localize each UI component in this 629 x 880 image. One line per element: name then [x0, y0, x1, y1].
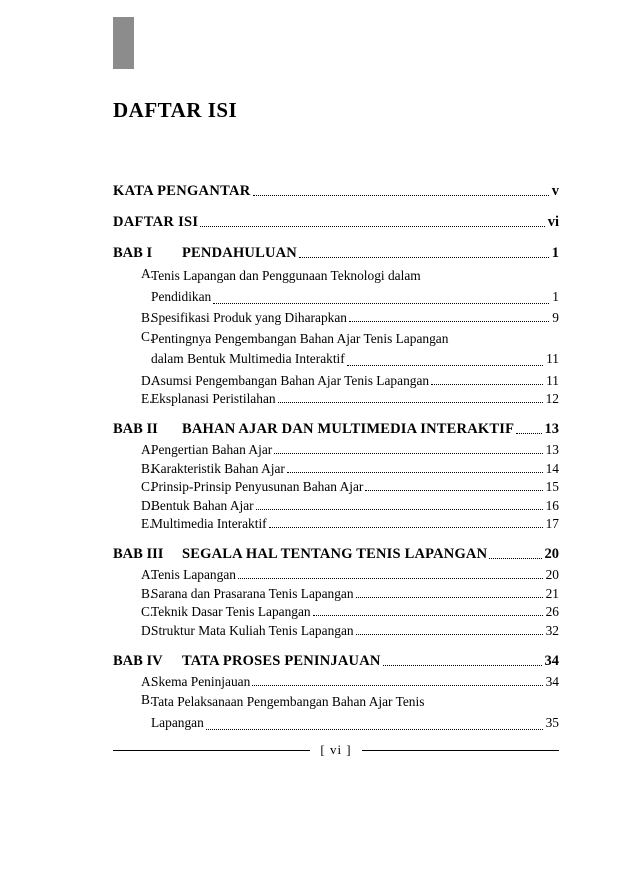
toc-subentry-label: Lapangan	[151, 714, 204, 730]
toc-subentry-label: Prinsip-Prinsip Penyusunan Bahan Ajar	[151, 479, 364, 495]
toc-subentry-letter: B.	[141, 460, 154, 476]
toc-chapter-title: BAHAN AJAR DAN MULTIMEDIA INTERAKTIF	[182, 421, 515, 438]
toc-subentry-label: Tenis Lapangan	[151, 567, 236, 583]
toc-subentry[interactable]	[113, 516, 559, 532]
toc-subentry[interactable]	[113, 310, 559, 326]
toc-subentry-letter: B.	[141, 692, 154, 708]
toc-subentry-letter: D.	[141, 497, 155, 513]
toc-chapter-bab-3[interactable]	[113, 546, 559, 563]
toc-subentry-page: 13	[545, 442, 559, 458]
dot-leader	[287, 471, 543, 473]
toc-subentry[interactable]	[113, 692, 559, 734]
toc-entry-label: KATA PENGANTAR	[113, 183, 251, 199]
dot-leader	[278, 401, 543, 403]
toc-entry-label: DAFTAR ISI	[113, 214, 199, 230]
footer-rule-right	[362, 750, 559, 751]
toc-subentry-line1: Pentingnya Pengembangan Bahan Ajar Tenis Lapangan	[151, 330, 449, 346]
toc-chapter-group	[113, 421, 559, 532]
toc-subentry-body	[151, 692, 559, 734]
toc-subentry-letter: D.	[141, 372, 155, 388]
dot-leader	[347, 364, 543, 366]
toc-subentry-line2	[151, 713, 559, 734]
toc-subentry-page: 26	[545, 604, 559, 620]
dot-leader	[200, 225, 544, 227]
toc-subentry-letter: A.	[141, 673, 155, 689]
toc-subentry[interactable]	[113, 674, 559, 690]
dot-leader	[252, 684, 542, 686]
toc-subentry[interactable]	[113, 623, 559, 639]
dot-leader	[274, 452, 542, 454]
dot-leader	[269, 526, 543, 528]
toc-subentry[interactable]	[113, 498, 559, 514]
dot-leader	[365, 489, 542, 491]
decorative-corner-mark	[113, 17, 134, 69]
toc-subentry-letter: E.	[141, 516, 153, 532]
dot-leader	[313, 614, 543, 616]
toc-chapter-title: SEGALA HAL TENTANG TENIS LAPANGAN	[182, 546, 488, 563]
toc-subentry-label: Eksplanasi Peristilahan	[151, 391, 276, 407]
toc-chapter-page: 13	[544, 421, 559, 438]
toc-chapter-page: 34	[544, 652, 559, 669]
toc-subentry[interactable]	[113, 329, 559, 371]
toc-subentry[interactable]	[113, 604, 559, 620]
toc-chapter-group	[113, 546, 559, 639]
toc-subentry-body	[151, 329, 559, 371]
toc-subentry-page: 9	[552, 310, 559, 326]
dot-leader	[299, 256, 549, 258]
toc-chapter-number: BAB III	[113, 546, 164, 563]
dot-leader	[256, 508, 543, 510]
toc-subentry-label: Skema Peninjauan	[151, 673, 251, 689]
toc-subentry[interactable]	[113, 586, 559, 602]
toc-subentry-letter: C.	[141, 604, 154, 620]
toc-subentry[interactable]	[113, 461, 559, 477]
page-footer	[113, 742, 559, 758]
toc-chapter-page: 20	[544, 546, 559, 563]
toc-subentry-page: 11	[546, 351, 559, 367]
toc-subentry-page: 15	[545, 479, 559, 495]
footer-rule-left	[113, 750, 310, 751]
toc-subentry-page: 34	[545, 673, 559, 689]
toc-subentry[interactable]	[113, 391, 559, 407]
toc-subentry-body	[151, 266, 559, 308]
toc-chapter-number: BAB IV	[113, 652, 163, 669]
toc-subentry-page: 1	[552, 288, 559, 304]
toc-chapter-bab-1[interactable]	[113, 245, 559, 262]
dot-leader	[206, 728, 543, 730]
toc-subentry-label: Sarana dan Prasarana Tenis Lapangan	[151, 585, 354, 601]
toc-subentry-label: Teknik Dasar Tenis Lapangan	[151, 604, 311, 620]
toc-chapter-bab-4[interactable]	[113, 653, 559, 670]
toc-subentry-page: 14	[545, 460, 559, 476]
toc-subentry-label: Karakteristik Bahan Ajar	[151, 460, 285, 476]
toc-entry-daftar-isi[interactable]	[113, 214, 559, 231]
table-of-contents	[113, 183, 559, 736]
toc-subentry-page: 32	[545, 622, 559, 638]
toc-chapter-number: BAB I	[113, 245, 153, 261]
toc-subentry-label: dalam Bentuk Multimedia Interaktif	[151, 351, 345, 367]
toc-chapter-page: 1	[551, 245, 559, 261]
footer-page-number: [ vi ]	[320, 742, 352, 757]
toc-chapter-bab-2[interactable]	[113, 421, 559, 438]
dot-leader	[349, 320, 549, 322]
toc-subentry-label: Struktur Mata Kuliah Tenis Lapangan	[151, 622, 354, 638]
toc-chapter-group	[113, 653, 559, 734]
toc-subentry[interactable]	[113, 567, 559, 583]
toc-subentry-letter: A.	[141, 266, 155, 281]
dot-leader	[431, 383, 543, 385]
toc-entry-page: vi	[547, 214, 559, 230]
toc-subentry-label: Multimedia Interaktif	[151, 516, 267, 532]
toc-entry-page: v	[551, 183, 559, 199]
dot-leader	[489, 557, 541, 559]
toc-subentry-letter: C.	[141, 328, 154, 344]
toc-subentry-page: 21	[545, 585, 559, 601]
toc-chapter-number: BAB II	[113, 421, 158, 438]
toc-subentry-line1: Tenis Lapangan dan Penggunaan Teknologi dalam	[151, 268, 421, 283]
toc-subentry-label: Bentuk Bahan Ajar	[151, 497, 254, 513]
toc-subentry-page: 35	[545, 714, 559, 730]
toc-subentry[interactable]	[113, 266, 559, 308]
toc-subentry-page: 17	[545, 516, 559, 532]
toc-subentry-page: 16	[545, 497, 559, 513]
toc-subentry[interactable]	[113, 479, 559, 495]
page-title: DAFTAR ISI	[113, 98, 238, 123]
dot-leader	[356, 596, 543, 598]
toc-subentry-line2	[151, 287, 559, 308]
dot-leader	[356, 633, 543, 635]
toc-subentry-letter: A.	[141, 567, 155, 583]
toc-subentry-letter: C.	[141, 479, 154, 495]
toc-chapter-group	[113, 245, 559, 407]
dot-leader	[516, 432, 541, 434]
toc-subentry-letter: B.	[141, 310, 154, 326]
toc-subentry[interactable]	[113, 373, 559, 389]
dot-leader	[383, 664, 542, 666]
toc-subentry-line2	[151, 349, 559, 370]
toc-subentry-page: 20	[545, 567, 559, 583]
dot-leader	[238, 577, 543, 579]
toc-subentry-label: Pendidikan	[151, 288, 212, 304]
toc-chapter-title: PENDAHULUAN	[182, 245, 297, 261]
toc-subentry-label: Spesifikasi Produk yang Diharapkan	[151, 310, 347, 326]
toc-subentry-line1: Tata Pelaksanaan Pengembangan Bahan Ajar Tenis	[151, 694, 425, 710]
toc-entry-kata-pengantar[interactable]	[113, 183, 559, 200]
dot-leader	[213, 302, 549, 304]
toc-chapter-title: TATA PROSES PENINJAUAN	[182, 652, 381, 669]
toc-subentry-letter: E.	[141, 391, 153, 407]
toc-subentry-letter: B.	[141, 585, 154, 601]
toc-subentry-letter: A.	[141, 442, 155, 458]
toc-subentry-page: 11	[546, 372, 559, 388]
toc-subentry-label: Asumsi Pengembangan Bahan Ajar Tenis Lapangan	[151, 372, 430, 388]
toc-subentry-letter: D.	[141, 622, 155, 638]
toc-subentry[interactable]	[113, 442, 559, 458]
toc-subentry-label: Pengertian Bahan Ajar	[151, 442, 273, 458]
toc-subentry-page: 12	[545, 391, 559, 407]
dot-leader	[253, 194, 549, 196]
